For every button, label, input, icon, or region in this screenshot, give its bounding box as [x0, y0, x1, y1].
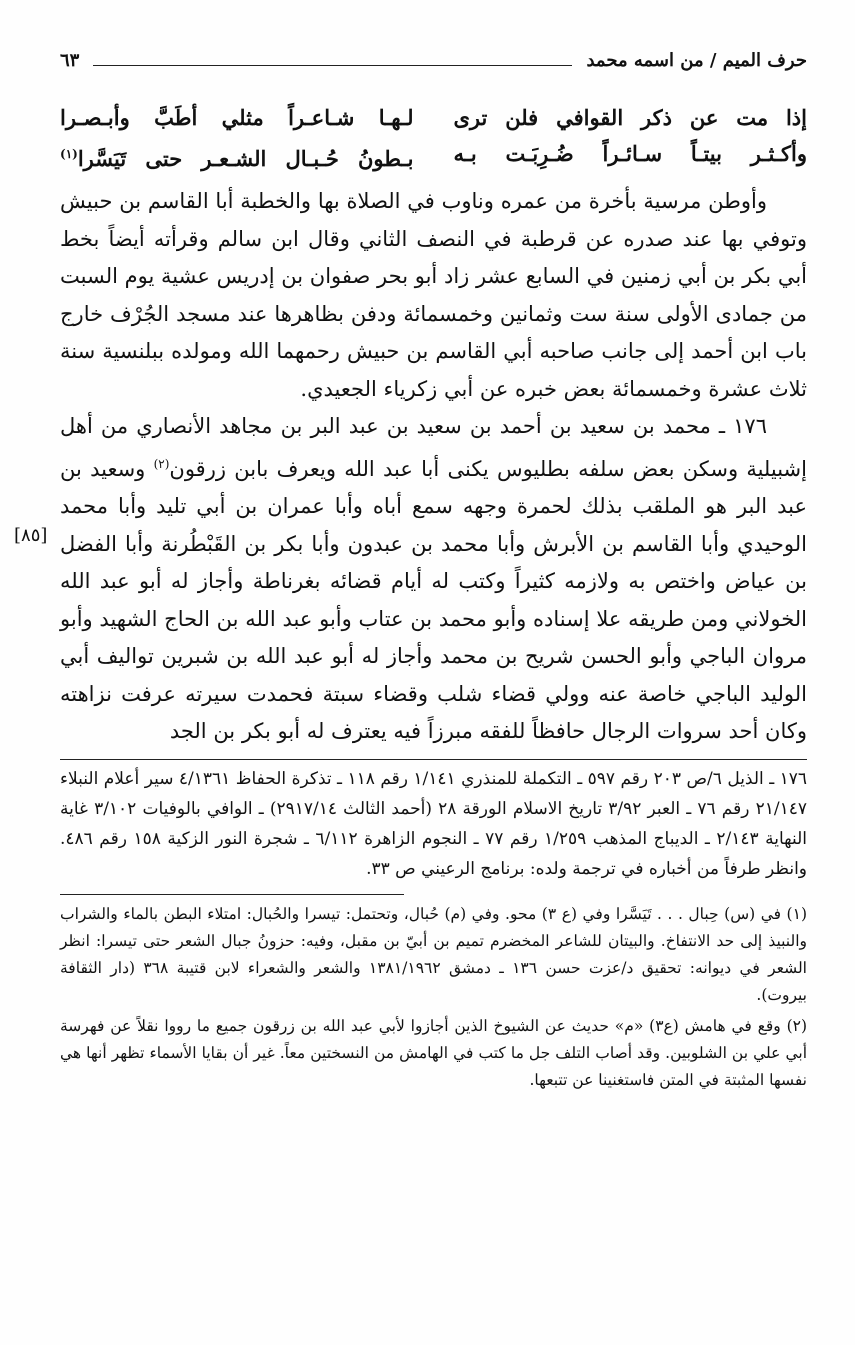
paragraph-1: وأوطن مرسية بأخرة من عمره وناوب في الصلاة بها والخطبة أبا القاسم بن حبيش وتوفي بها عند صدره عن قرطبة في النصف الثاني وقال ابن سالم وقرأته أيضاً بخط أبي بكر بن أبي زمنين في السابع عشر زاد أبو بحر صفوان بن إدريس عشية يوم السبت من جمادى الأولى سنة ست وثمانين وخمسمائة ودفن بظاهرها عند مسجد الجُرْف خارج باب ابن أحمد إلى جانب صاحبه أبي القاسم بن حبيش رحمهما الله ومولده ببلنسية سنة ثلاث عشرة وخمسمائة بعض خبره عن أبي زكرياء الجعيدي.	[60, 189, 807, 401]
entry-176-opening: ١٧٦ ـ محمد بن سعيد بن أحمد بن سعيد بن عبد البر بن مجاهد الأنصاري من أهل إشبيلية وسكن بعض سلفه بطليوس يكنى أبا عبد الله ويعرف بابن زرقون	[60, 414, 807, 481]
footnotes	[60, 901, 807, 1094]
entry-176-continuation: وسعيد بن عبد البر هو الملقب بذلك لحمرة وجهه سمع أباه وأبا عمران بن أبي تليد وأبا محمد الوحيدي وأبا القاسم بن الأبرش وأبا محمد بن عبدون وأبا بكر بن القَبْطُرنة وأبا الفضل بن عياض واختص به ولازمه كثيراً وكتب له أيام قضائه بغرناطة وأجاز له أبو عبد الله الخولاني ومن طريقه علا إسناده وأبو محمد بن عتاب وأبو عبد الله بن الحاج الشهيد وأبو مروان الباجي وأبو الحسن شريح بن محمد وأجاز له أبو عبد الله بن شبرين تواليف أبي الوليد الباجي خاصة عنه وولي قضاء شلب وقضاء سبتة فحمدت سيرته عرفت نزاهته وكان أحد سروات الرجال حافظاً للفقه مبرزاً فيه يعترف له أبو بكر بن الجد	[60, 456, 807, 743]
paragraph-entry-176	[60, 408, 807, 751]
footnote-2: (٢) وقع في هامش (ع٣) «م» حديث عن الشيوخ الذين أجازوا لأبي عبد الله بن زرقون جميع ما رووا نقلاً عن فهرسة أبي علي بن الشلوبين. وقد أصاب التلف جل ما كتب في الهامش من النسختين معاً. غير أن بقايا الأسماء تظهر أنها هي نفسها المثبتة في المتن فاستغنينا عن تتبعها.	[60, 1016, 808, 1089]
manuscript-folio-reference: [٨٥]	[14, 525, 48, 546]
header-rule	[93, 65, 572, 66]
footnote-1: (١) في (س) حِبال . . . تَيَسَّرا وفي (ع ٣) محو. وفي (م) حُبال، وتحتمل: تيسرا والحُبال: امتلاء البطن بالماء والشراب والنبيذ إلى حد الانتفاخ. والبيتان للشاعر المخضرم تميم بن أبيّ بن مقبل، وفيه: حزونُ جبال الشعر حتى تيسرا: انظر الشعر في ديوانه: تحقيق د/عزت حسن ١٣٦ ـ دمشق ١٣٨١/١٩٦٢ والشعر والشعراء لابن قتيبة ٣٦٨ (دار الثقافة بيروت).	[60, 904, 807, 1004]
entry-sources: ١٧٦ ـ الذيل ٦/ص ٢٠٣ رقم ٥٩٧ ـ التكملة للمنذري ١/١٤١ رقم ١١٨ ـ تذكرة الحفاظ ٤/١٣٦١ سير أعلام النبلاء ٢١/١٤٧ رقم ٧٦ ـ العبر ٣/٩٢ تاريخ الاسلام الورقة ٢٨ (أحمد الثالث ٢٩١٧/١٤) ـ الوافي بالوفيات ٣/١٠٢ غاية النهاية ٢/١٤٣ ـ الديباج المذهب ١/٢٥٩ رقم ٧٧ ـ النجوم الزاهرة ٦/١١٢ ـ شجرة النور الزكية ١٥٨ رقم ٤٨٦. وانظر طرفاً من أخباره في ترجمة ولده: برنامج الرعيني ص ٣٣.	[60, 759, 807, 884]
poem-verses	[60, 100, 807, 177]
page-number: ٦٣	[60, 50, 80, 71]
footnote-marker-2: (٢)	[153, 456, 170, 471]
main-text	[60, 183, 807, 751]
footnote-separator	[60, 894, 404, 895]
running-title: حرف الميم / من اسمه محمد	[586, 50, 807, 71]
footnote-marker-1: (١)	[60, 147, 78, 161]
verse-1-first-hemistich: إذا مت عن ذكر القوافي فلن ترى	[453, 105, 807, 130]
verse-1-second-hemistich: لـهـا شـاعـراً مثلي أطَبَّ وأبـصـرا	[60, 105, 414, 130]
running-header	[60, 50, 807, 90]
verse-2-first-hemistich: وأكـثـر بيتـاً سـائـراً ضُـرِبَـت بـه	[453, 141, 807, 166]
verse-2-second-hemistich	[60, 136, 414, 177]
verse-2-second-text: بـطونُ حُـبـال الشـعـر حتى تَيَسَّرا	[77, 146, 414, 171]
